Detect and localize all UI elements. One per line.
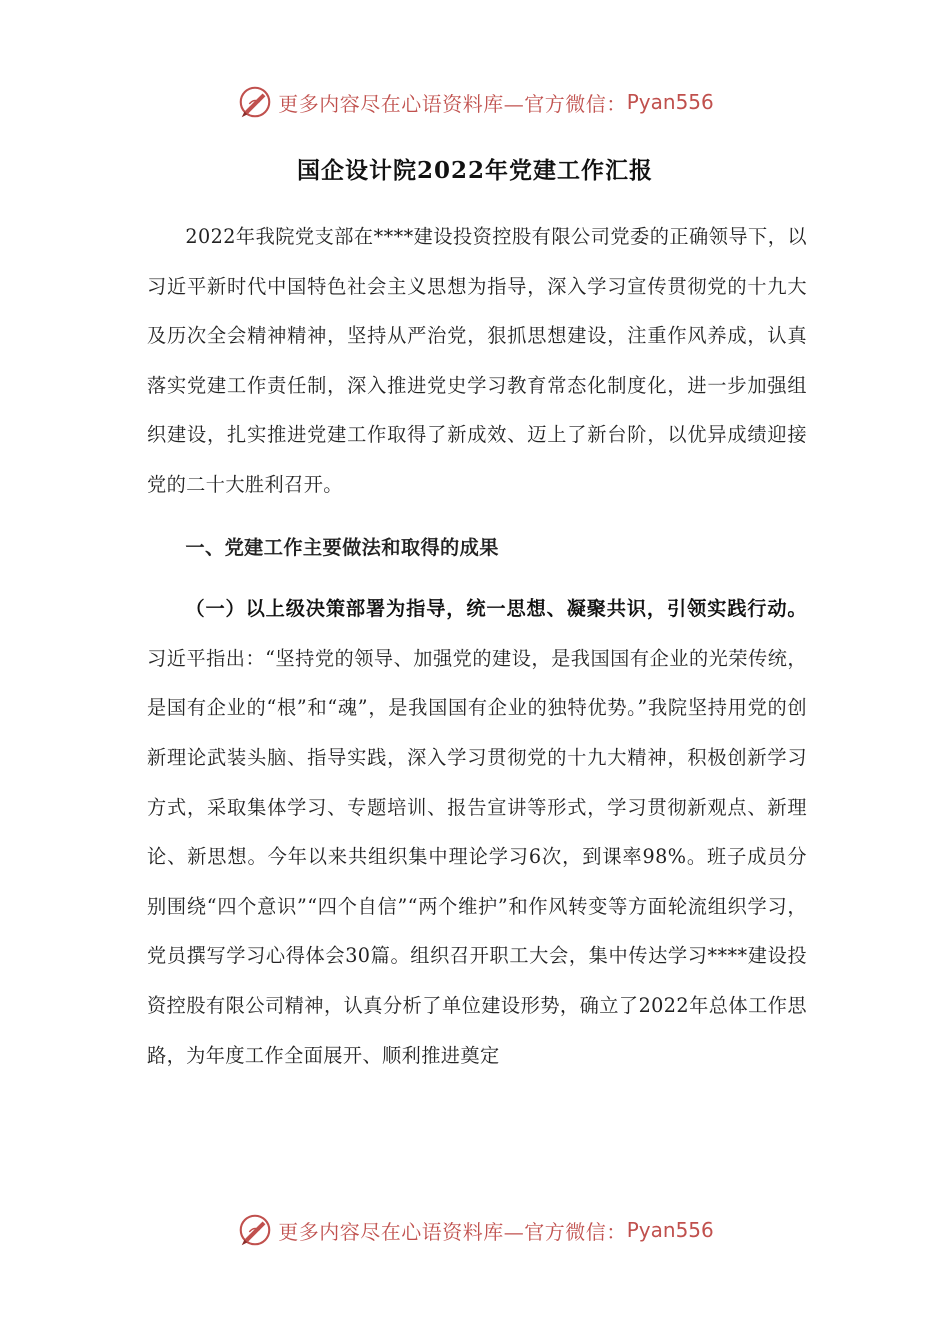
banner-text: 更多内容尽在心语资料库—官方微信： bbox=[278, 91, 627, 116]
intro-paragraph: 2022年我院党支部在****建设投资控股有限公司党委的正确领导下，以习近平新时代中国特色社会主义思想为指导，深入学习宣传贯彻党的十九大及历次全会精神精神，坚持从严治党，狠抓思想建设，注重作风养成，认真落实党建工作责任制，深入推进党史学习教育常态化制度化，进一步加强组织建设，扎实推进党建工作取得了新成效、迈上了新台阶，以优异成绩迎接党的二十大胜利召开。 bbox=[147, 225, 807, 496]
document-body bbox=[147, 212, 807, 1080]
subsection-body: 习近平指出：“坚持党的领导、加强党的建设，是我国国有企业的光荣传统，是国有企业的“根”和“魂”，是我国国有企业的独特优势。”我院坚持用党的创新理论武装头脑、指导实践，深入学习贯彻党的十九大精神，积极创新学习方式，采取集体学习、专题培训、报告宣讲等形式，学习贯彻新观点、新理论、新思想。今年以来共组织集中理论学习6次，到课率98%。班子成员分别围绕“四个意识”“四个自信”“两个维护”和作风转变等方面轮流组织学习，党员撰写学习心得体会30篇。组织召开职工大会，集中传达学习****建设投资控股有限公司精神，认真分析了单位建设形势，确立了2022年总体工作思路，为年度工作全面展开、顺利推进奠定 bbox=[147, 646, 807, 1067]
banner-text: 更多内容尽在心语资料库—官方微信： bbox=[278, 1219, 627, 1244]
header-banner bbox=[0, 82, 950, 122]
banner-wechat-id: Pyan556 bbox=[626, 90, 714, 114]
pen-logo-icon bbox=[236, 83, 274, 121]
document-title: 国企设计院2022年党建工作汇报 bbox=[296, 157, 653, 184]
banner-wechat-id: Pyan556 bbox=[626, 1218, 714, 1242]
footer-banner bbox=[0, 1210, 950, 1250]
pen-logo-icon bbox=[236, 1211, 274, 1249]
subsection-paragraph bbox=[147, 584, 807, 1080]
section-heading: 一、党建工作主要做法和取得的成果 bbox=[185, 535, 499, 559]
subsection-heading: （一）以上级决策部署为指导，统一思想、凝聚共识，引领实践行动。 bbox=[185, 597, 807, 621]
